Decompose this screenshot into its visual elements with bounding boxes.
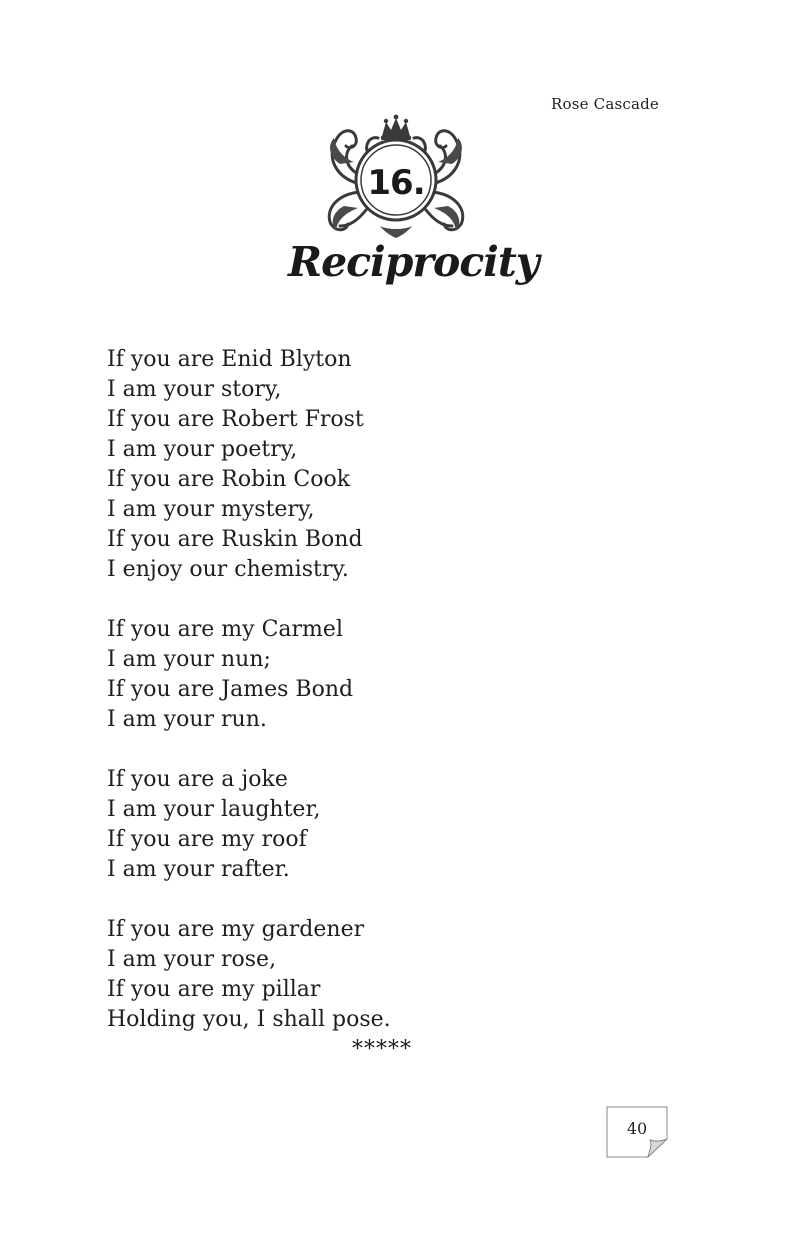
stanza: [107, 765, 667, 885]
poem-line: I am your rafter.: [107, 857, 290, 882]
page-number: 40: [626, 1119, 648, 1138]
poem-line: If you are Enid Blyton: [107, 347, 352, 372]
poem-line: I am your run.: [107, 707, 267, 732]
end-mark: *****: [352, 1037, 412, 1062]
poem-line: I am your laughter,: [107, 797, 321, 822]
poem-line: If you are my roof: [107, 827, 307, 852]
poem-line: I am your nun;: [107, 647, 271, 672]
poem-line: If you are my gardener: [107, 917, 365, 942]
poem-line: If you are Robert Frost: [107, 407, 364, 432]
poem-line: If you are my pillar: [107, 977, 321, 1002]
stanza: [107, 915, 667, 1035]
poem-line: If you are my Carmel: [107, 617, 343, 642]
poem-line: I am your rose,: [107, 947, 277, 972]
poem-body: [107, 345, 667, 1065]
poem-line: I am your mystery,: [107, 497, 315, 522]
poem-line: I am your story,: [107, 377, 282, 402]
poem-line: If you are James Bond: [107, 677, 354, 702]
poem-line: I am your poetry,: [107, 437, 298, 462]
page-number-badge: [606, 1106, 668, 1158]
poem-title: Reciprocity: [288, 238, 539, 286]
stanza: [107, 345, 667, 585]
stanza: [107, 615, 667, 735]
running-head: Rose Cascade: [550, 95, 659, 113]
chapter-number: 16.: [367, 163, 425, 203]
poem-line: I enjoy our chemistry.: [107, 557, 349, 582]
poem-line: If you are Robin Cook: [107, 467, 351, 492]
poem-line: If you are Ruskin Bond: [107, 527, 363, 552]
poem-line: If you are a joke: [107, 767, 288, 792]
poem-line: Holding you, I shall pose.: [107, 1007, 391, 1032]
